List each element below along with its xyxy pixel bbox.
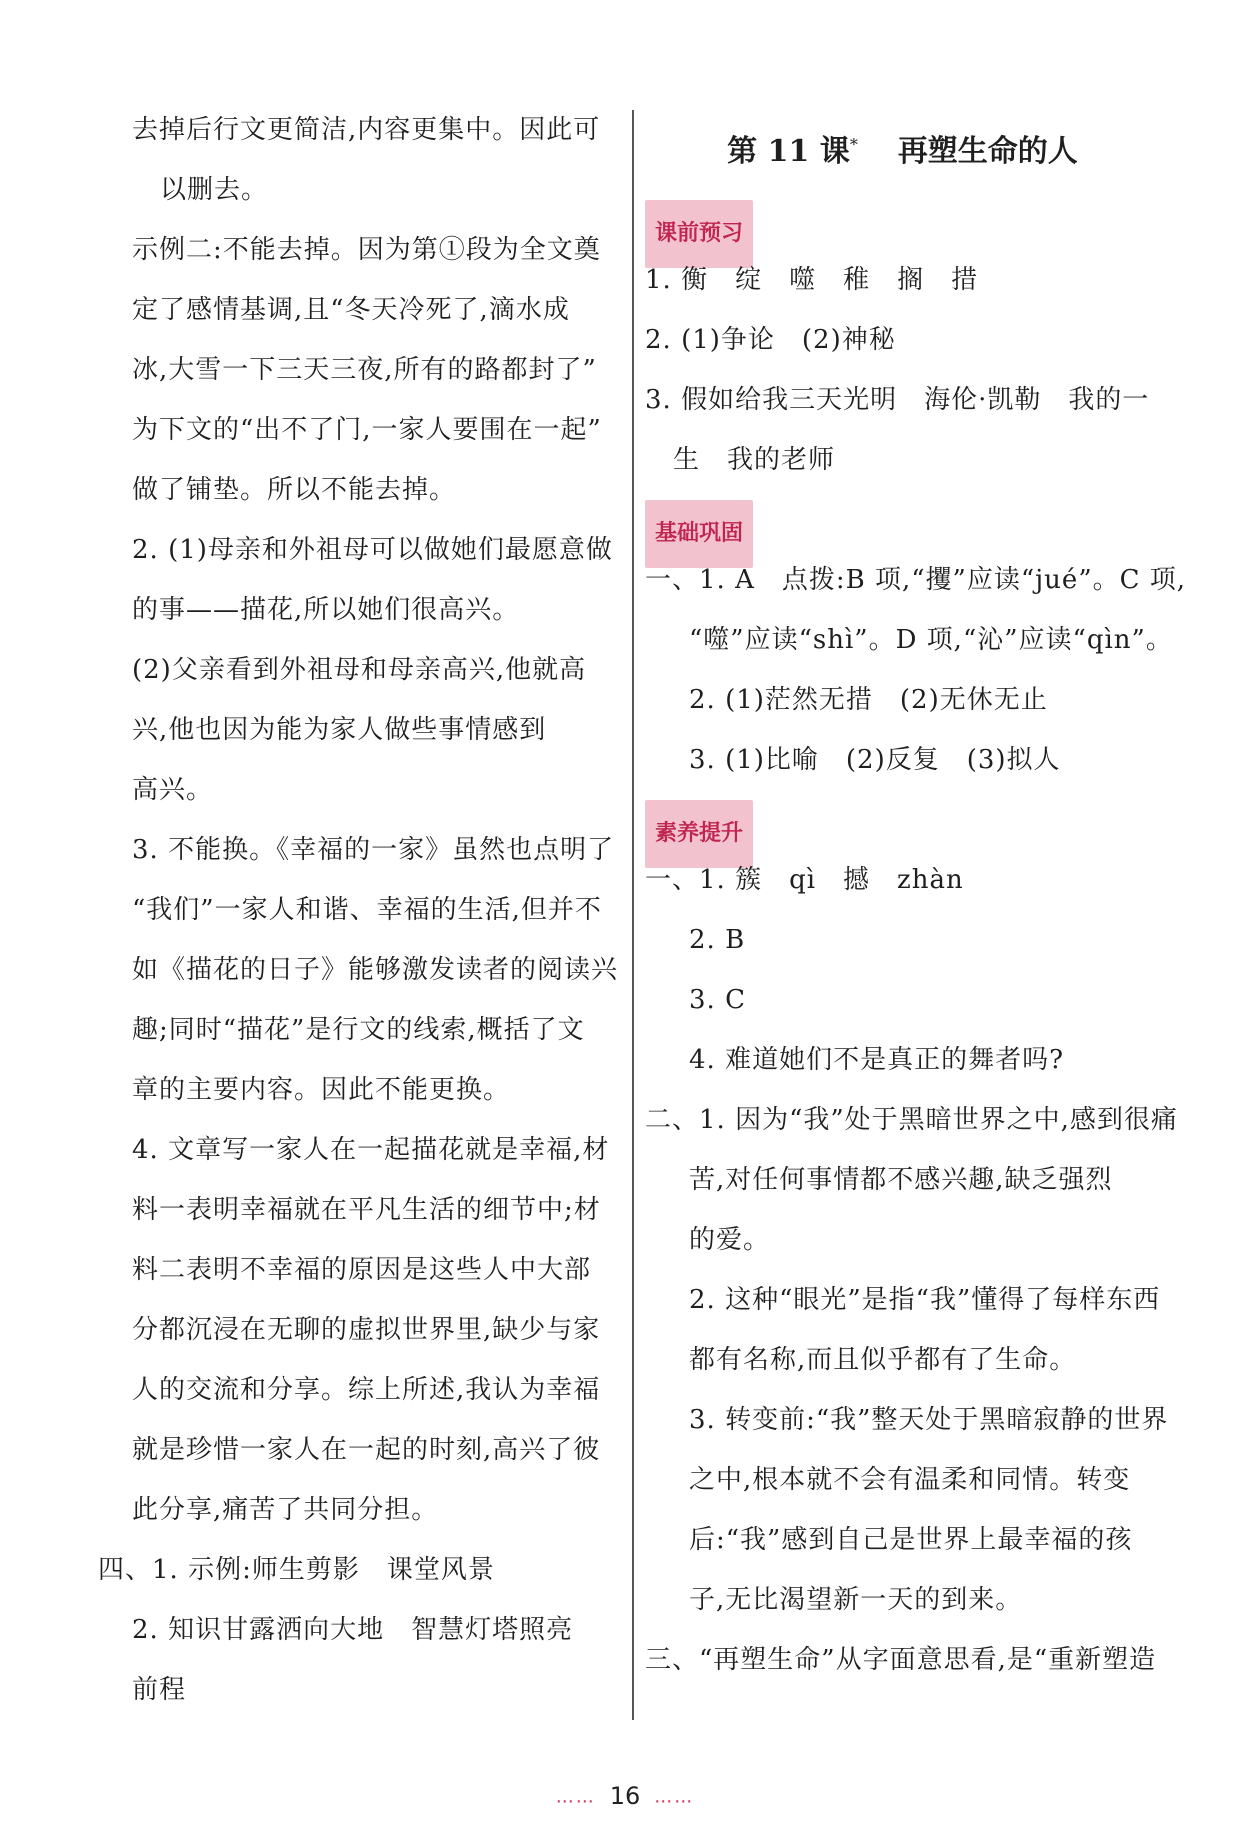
text-line: 的事——描花,所以她们很高兴。 [132,595,520,625]
text-line: 2. B [689,925,746,955]
text-line: “我们”一家人和谐、幸福的生活,但并不 [132,895,602,925]
footer-dots-left: …… [555,1786,596,1808]
text-line: 冰,大雪一下三天三夜,所有的路都封了” [132,355,597,385]
text-line: 生 我的老师 [673,445,836,475]
text-line: 就是珍惜一家人在一起的时刻,高兴了彼 [132,1435,601,1465]
text-line: 4. 难道她们不是真正的舞者吗? [689,1045,1065,1075]
lesson-number: 第 11 课 [727,134,850,169]
text-line: 以删去。 [160,175,269,205]
text-line: 四、1. 示例:师生剪影 课堂风景 [98,1555,495,1585]
text-line: 后:“我”感到自己是世界上最幸福的孩 [689,1525,1133,1555]
text-line: 如《描花的日子》能够激发读者的阅读兴 [132,955,619,985]
text-line: 三、“再塑生命”从字面意思看,是“重新塑造 [645,1645,1157,1675]
text-line: (2)父亲看到外祖母和母亲高兴,他就高 [132,655,587,685]
lesson-star: * [849,135,858,154]
text-line: 去掉后行文更简洁,内容更集中。因此可 [132,115,601,145]
text-line: 一、1. A 点拨:B 项,“攫”应读“jué”。C 项, [645,565,1187,595]
text-line: 分都沉浸在无聊的虚拟世界里,缺少与家 [132,1315,601,1345]
text-line: 料一表明幸福就在平凡生活的细节中;材 [132,1195,601,1225]
text-line: 子,无比渴望新一天的到来。 [689,1585,1023,1615]
text-line: 2. (1)茫然无措 (2)无休无止 [689,685,1048,715]
text-line: 兴,他也因为能为家人做些事情感到 [132,715,547,745]
text-line: 一、1. 簇 qì 撼 zhàn [645,865,964,895]
text-line: 2. 这种“眼光”是指“我”懂得了每样东西 [689,1285,1161,1315]
section-badge-preview: 课前预习 [645,200,753,268]
left-column [98,100,622,1720]
text-line: 章的主要内容。因此不能更换。 [132,1075,511,1105]
section-badge-advance: 素养提升 [645,800,753,868]
text-line: 2. (1)母亲和外祖母可以做她们最愿意做 [132,535,613,565]
text-line: 做了铺垫。所以不能去掉。 [132,475,457,505]
text-line: 为下文的“出不了门,一家人要围在一起” [132,415,602,445]
text-line: 3. (1)比喻 (2)反复 (3)拟人 [689,745,1061,775]
text-line: 此分享,痛苦了共同分担。 [132,1495,439,1525]
text-line: 2. (1)争论 (2)神秘 [645,325,896,355]
text-line: 1. 衡 绽 噬 稚 搁 措 [645,265,979,295]
lesson-title [645,100,1160,190]
page-footer [0,1782,1250,1812]
text-line: 二、1. 因为“我”处于黑暗世界之中,感到很痛 [645,1105,1178,1135]
text-line: 3. 假如给我三天光明 海伦·凯勒 我的一 [645,385,1150,415]
text-line: 示例二:不能去掉。因为第①段为全文奠 [132,235,601,265]
text-line: 趣;同时“描花”是行文的线索,概括了文 [132,1015,585,1045]
text-line: “噬”应读“shì”。D 项,“沁”应读“qìn”。 [689,625,1173,655]
text-line: 2. 知识甘露洒向大地 智慧灯塔照亮 [132,1615,574,1645]
text-line: 3. 转变前:“我”整天处于黑暗寂静的世界 [689,1405,1169,1435]
lesson-name: 再塑生命的人 [897,134,1078,169]
text-line: 之中,根本就不会有温柔和同情。转变 [689,1465,1131,1495]
text-line: 高兴。 [132,775,214,805]
footer-dots-right: …… [654,1786,695,1808]
text-line: 定了感情基调,且“冬天冷死了,滴水成 [132,295,570,325]
right-column [645,100,1187,1690]
text-line: 料二表明不幸福的原因是这些人中大部 [132,1255,592,1285]
text-line: 的爱。 [689,1225,771,1255]
page-number: 16 [609,1782,641,1810]
text-line: 苦,对任何事情都不感兴趣,缺乏强烈 [689,1165,1113,1195]
text-line: 都有名称,而且似乎都有了生命。 [689,1345,1077,1375]
text-line: 4. 文章写一家人在一起描花就是幸福,材 [132,1135,610,1165]
section-badge-basics: 基础巩固 [645,500,753,568]
text-line: 3. 不能换。《幸福的一家》虽然也点明了 [132,835,615,865]
text-line: 前程 [132,1675,187,1705]
text-line: 人的交流和分享。综上所述,我认为幸福 [132,1375,601,1405]
text-line: 3. C [689,985,746,1015]
column-divider [632,110,634,1720]
